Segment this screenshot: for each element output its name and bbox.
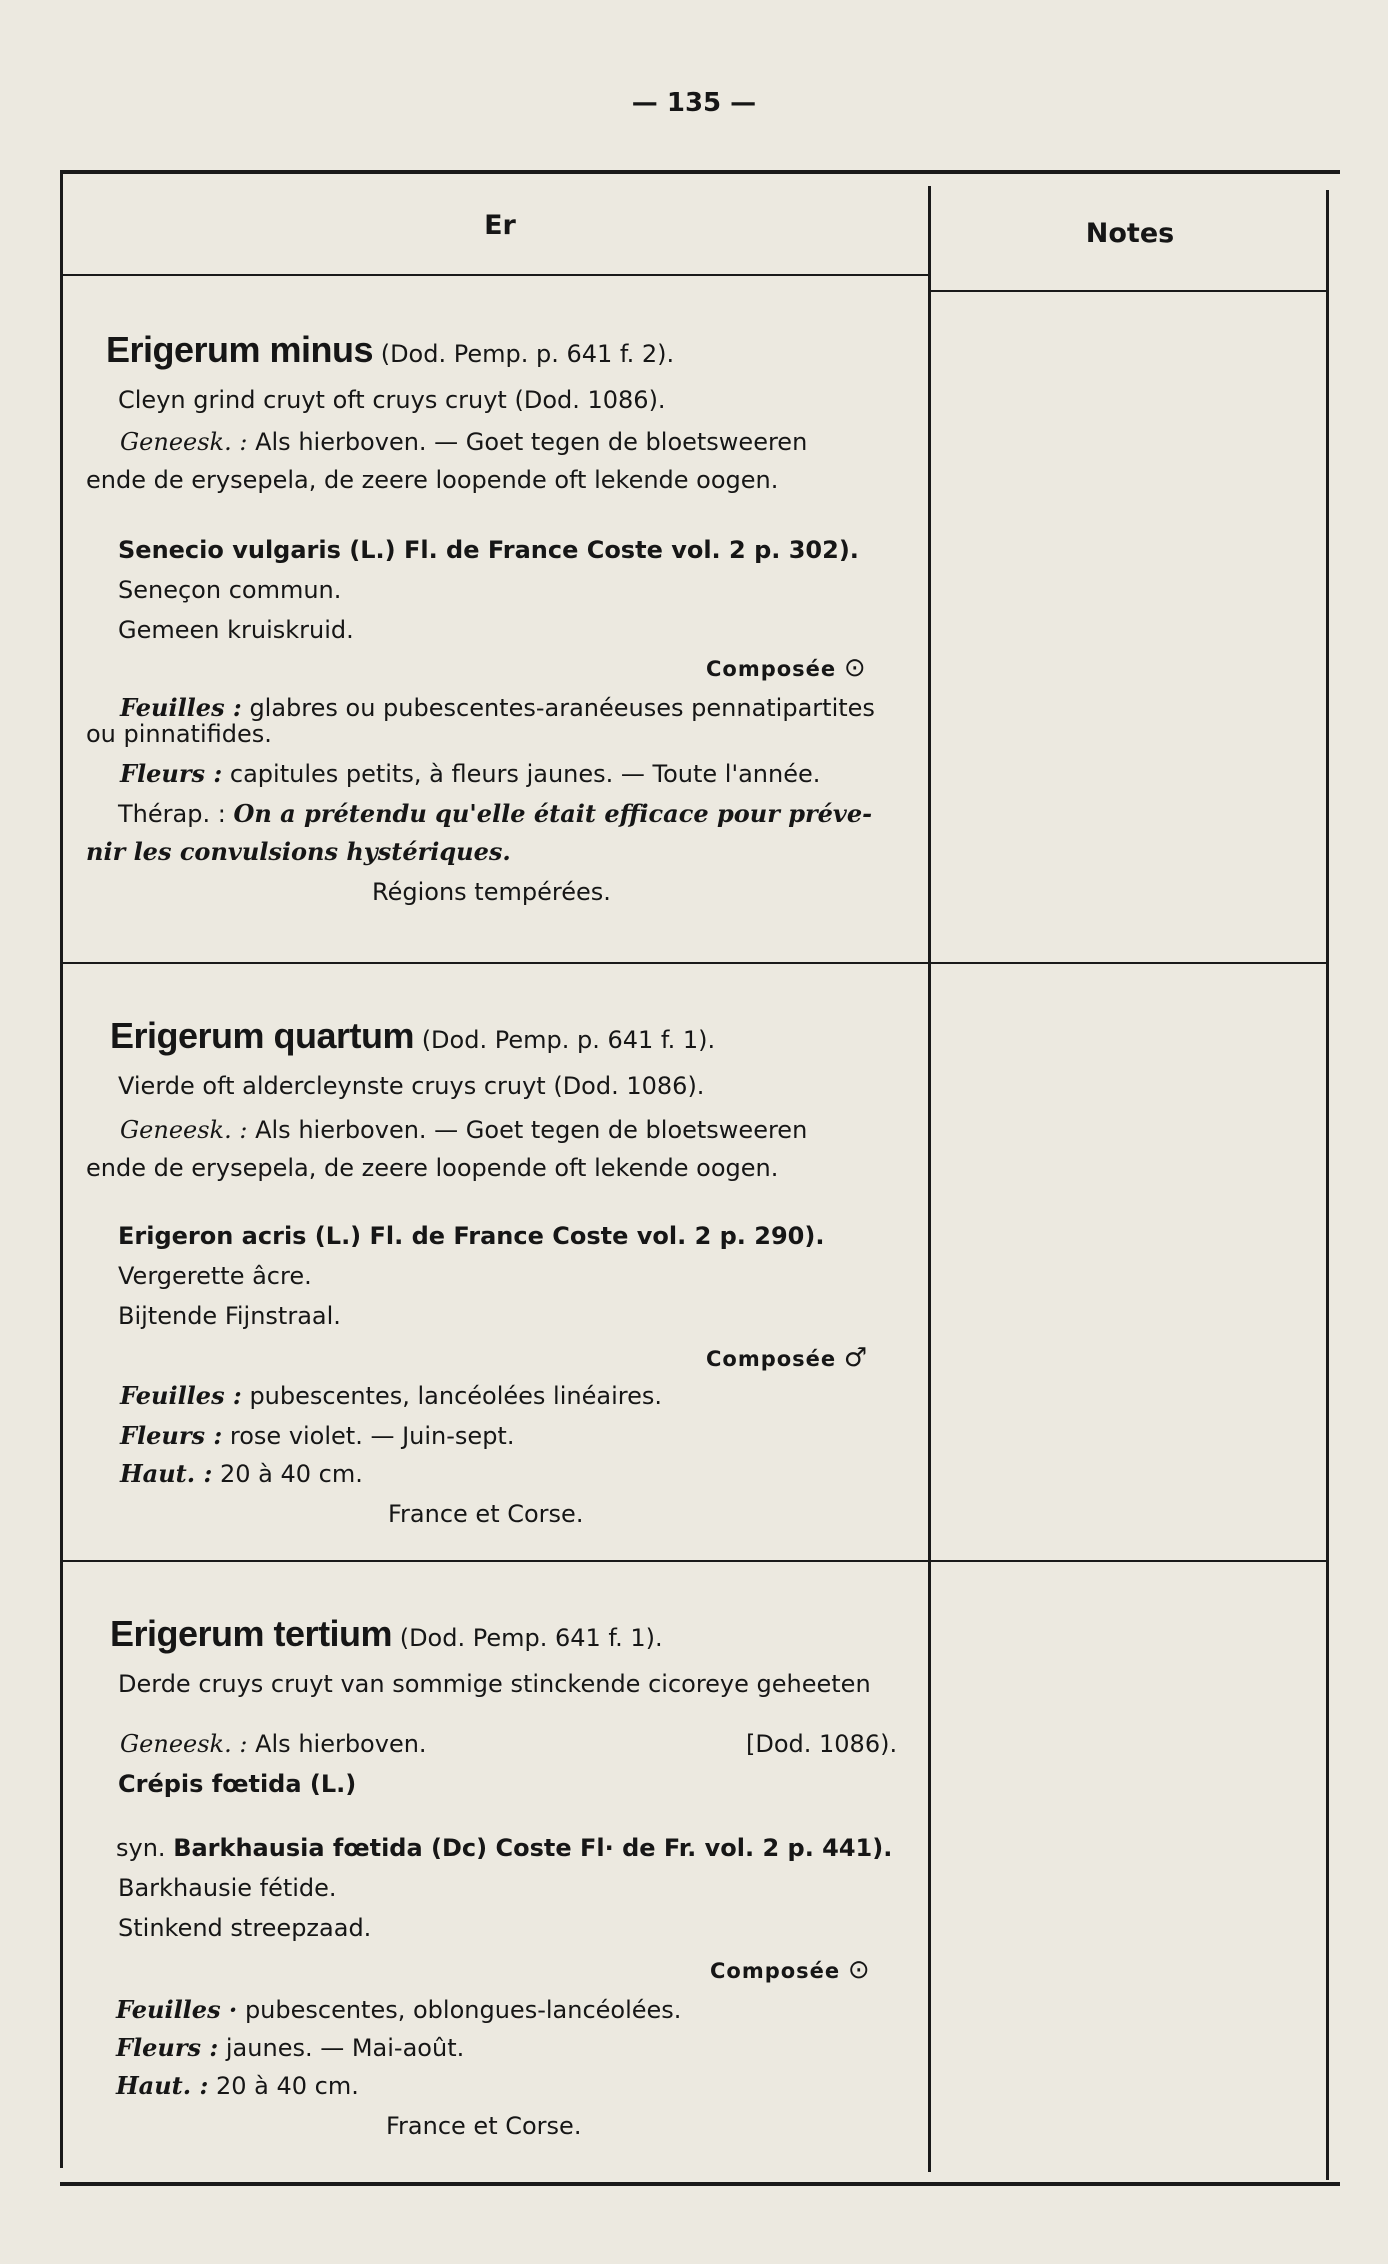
family-line [710,1956,870,1985]
table-top-rule [60,170,1340,174]
geneesk-text-cont: ende de erysepela, de zeere loopende oft lekende oogen. [86,466,779,494]
entry-divider-1 [63,962,1326,964]
entry-erigerum-tertium [86,1614,916,2164]
feuilles-text: glabres ou pubescentes-aranéeuses pennatipartites [249,694,875,722]
feuilles-line [116,1996,681,2024]
therap-text-cont: nir les convulsions hystériques. [86,837,511,866]
table-column-divider [928,186,931,2172]
geneesk-text: Als hierboven. [255,1730,427,1758]
header-divider-left [63,274,928,276]
species-name: Erigeron acris (L.) Fl. de France Coste vol. 2 p. 290). [118,1222,825,1250]
geneesk-label: Geneesk. : [120,428,248,456]
dutch-old-name: Derde cruys cruyt van sommige stinckende cicoreye geheeten [118,1670,871,1698]
geneesk-text: Als hierboven. — Goet tegen de bloetsweeren [255,1116,808,1144]
entry-divider-2 [63,1560,1326,1562]
feuilles-label: Feuilles : [120,693,242,722]
entry-erigerum-quartum [86,1016,916,1556]
haut-label: Haut. : [120,1459,213,1488]
dutch-name: Stinkend streepzaad. [118,1914,372,1942]
geneesk-line [120,428,807,456]
entry-heading [110,1613,663,1654]
synonym-line [116,1834,892,1862]
therap-label: Thérap. : [118,800,226,828]
perennial-symbol-icon: ♂ [843,1343,868,1373]
feuilles-line [120,1382,662,1410]
region: France et Corse. [386,2112,582,2140]
french-name: Seneçon commun. [118,576,342,604]
fleurs-label: Fleurs : [116,2033,219,2062]
feuilles-text: pubescentes, oblongues-lancéolées. [244,1996,682,2024]
fleurs-line [120,760,820,788]
therap-line [118,800,872,828]
region: France et Corse. [388,1500,584,1528]
column-header-notes: Notes [1085,218,1175,249]
annual-symbol-icon: ⊙ [847,1955,870,1985]
haut-line [116,2072,359,2100]
feuilles-text-cont: ou pinnatifides. [86,720,272,748]
entry-reference: (Dod. Pemp. 641 f. 1). [399,1624,663,1652]
family-line [706,1344,867,1373]
entry-name: Erigerum tertium [110,1613,393,1654]
fleurs-text: capitules petits, à fleurs jaunes. — Toute l'année. [229,760,821,788]
species-current-name: Crépis fœtida (L.) [118,1770,357,1798]
feuilles-line [120,694,875,722]
entry-erigerum-minus [86,330,916,930]
dutch-old-name: Cleyn grind cruyt oft cruys cruyt (Dod. 1086). [118,386,666,414]
geneesk-line [120,1116,807,1144]
feuilles-text: pubescentes, lancéolées linéaires. [249,1382,662,1410]
french-name: Barkhausie fétide. [118,1874,337,1902]
family-line [706,654,866,683]
fleurs-text: jaunes. — Mai-août. [225,2034,465,2062]
region: Régions tempérées. [372,878,611,906]
dutch-name: Bijtende Fijnstraal. [118,1302,341,1330]
geneesk-text-cont: ende de erysepela, de zeere loopende oft lekende oogen. [86,1154,779,1182]
species-name: Senecio vulgaris (L.) Fl. de France Coste vol. 2 p. 302). [118,536,859,564]
haut-text: 20 à 40 cm. [215,2072,359,2100]
dutch-old-name: Vierde oft aldercleynste cruys cruyt (Dod. 1086). [118,1072,705,1100]
table-left-border [60,170,63,2168]
entry-heading [106,329,675,370]
fleurs-line [120,1422,514,1450]
feuilles-label: Feuilles : [120,1381,242,1410]
feuilles-label: Feuilles · [116,1995,238,2024]
therap-text: On a prétendu qu'elle était efficace pour préve- [233,799,873,828]
entry-heading [110,1015,716,1056]
fleurs-text: rose violet. — Juin-sept. [229,1422,515,1450]
fleurs-label: Fleurs : [120,1421,223,1450]
entry-reference: (Dod. Pemp. p. 641 f. 1). [421,1026,716,1054]
table-right-border [1326,190,1329,2180]
annual-symbol-icon: ⊙ [843,653,866,683]
page-number: — 135 — [631,88,757,118]
entry-reference: (Dod. Pemp. p. 641 f. 2). [380,340,675,368]
column-header-er: Er [484,210,516,241]
family-label: Composée [706,1347,837,1371]
fleurs-label: Fleurs : [120,759,223,788]
table-bottom-rule [60,2182,1340,2186]
entry-name: Erigerum quartum [110,1015,415,1056]
synonym-text: Barkhausia fœtida (Dc) Coste Fl· de Fr. vol. 2 p. 441). [173,1834,893,1862]
haut-text: 20 à 40 cm. [219,1460,363,1488]
geneesk-line [120,1730,427,1758]
entry-name: Erigerum minus [106,329,374,370]
geneesk-text: Als hierboven. — Goet tegen de bloetsweeren [255,428,808,456]
geneesk-label: Geneesk. : [120,1730,248,1758]
haut-label: Haut. : [116,2071,209,2100]
family-label: Composée [710,1959,841,1983]
header-divider-right [931,290,1326,292]
family-label: Composée [706,657,837,681]
fleurs-line [116,2034,464,2062]
dod-reference: [Dod. 1086). [746,1730,898,1758]
french-name: Vergerette âcre. [118,1262,312,1290]
dutch-name: Gemeen kruiskruid. [118,616,354,644]
syn-label: syn. [116,1834,166,1862]
haut-line [120,1460,363,1488]
geneesk-label: Geneesk. : [120,1116,248,1144]
